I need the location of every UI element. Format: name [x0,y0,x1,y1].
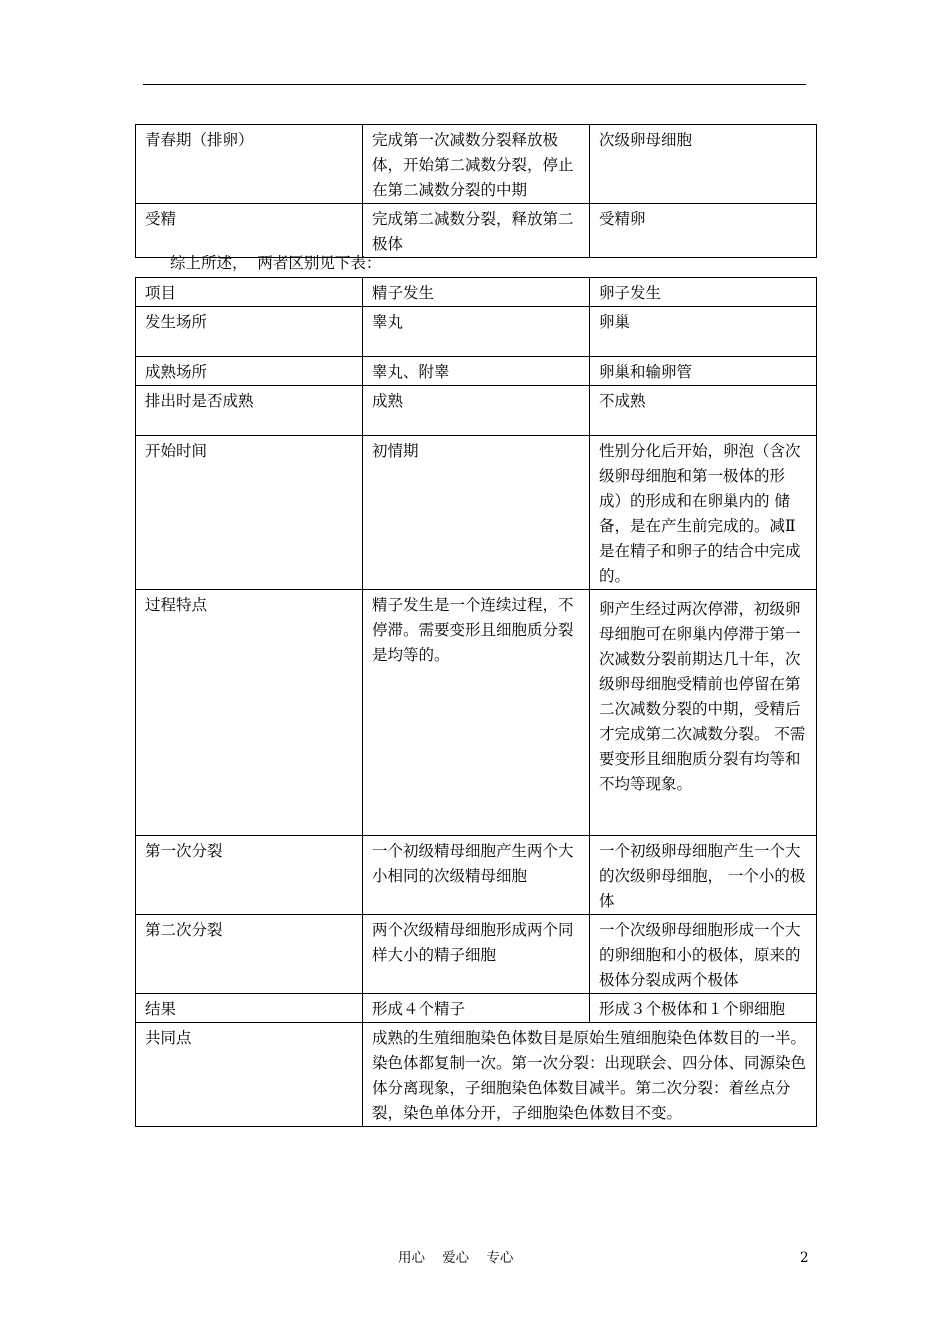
sperm-cell: 精子发生是一个连续过程，不停滞。需要变形且细胞质分裂是均等的。 [363,590,590,836]
table-row [136,836,817,915]
sperm-cell: 形成４个精子 [363,994,590,1023]
header-item: 项目 [136,278,363,307]
common-cell: 成熟的生殖细胞染色体数目是原始生殖细胞染色体数目的一半。染色体都复制一次。第一次分裂：出现联会、四分体、同源染色体分离现象，子细胞染色体数目减半。第二次分裂：着丝点分裂，染色单体分开，子细胞染色体数目不变。 [363,1023,817,1127]
table-row [136,386,817,436]
table-row [136,994,817,1023]
header-rule [143,84,806,85]
stage-cell: 青春期（排卵） [136,125,363,204]
sperm-cell: 睾丸 [363,307,590,357]
item-cell: 结果 [136,994,363,1023]
egg-cell: 一个次级卵母细胞形成一个大的卵细胞和小的极体，原来的极体分裂成两个极体 [590,915,817,994]
summary-text: 综上所述， 两者区别见下表： [170,254,382,272]
sperm-cell: 初情期 [363,436,590,590]
sperm-cell: 睾丸、附睾 [363,357,590,386]
table-row [136,307,817,357]
item-cell: 第一次分裂 [136,836,363,915]
table-row [136,436,817,590]
egg-cell: 性别分化后开始，卵泡（含次级卵母细胞和第一极体的形成）的形成和在卵巢内的 储备，是在产生前完成的。减Ⅱ是在精子和卵子的结合中完成的。 [590,436,817,590]
table-row [136,204,817,258]
comparison-table [135,277,817,1127]
oogenesis-stage-table [135,124,817,258]
table-row [136,125,817,204]
table-row [136,590,817,836]
item-cell: 共同点 [136,1023,363,1127]
header-egg: 卵子发生 [590,278,817,307]
table-header-row [136,278,817,307]
sperm-cell: 一个初级精母细胞产生两个大小相同的次级精母细胞 [363,836,590,915]
result-cell: 受精卵 [590,204,817,258]
sperm-cell: 两个次级精母细胞形成两个同样大小的精子细胞 [363,915,590,994]
item-cell: 第二次分裂 [136,915,363,994]
egg-cell: 不成熟 [590,386,817,436]
egg-cell: 卵巢和输卵管 [590,357,817,386]
item-cell: 过程特点 [136,590,363,836]
egg-text: 卵产生经过两次停滞，初级卵母细胞可在卵巢内停滞于第一次减数分裂前期达几十年，次级卵母细胞受精前也停留在第二次减数分裂的中期，受精后才完成第二次减数分裂。 不需要变形且细胞质分裂有均等和不均等现象。 [599,600,806,793]
result-cell: 次级卵母细胞 [590,125,817,204]
process-cell: 完成第二减数分裂，释放第二极体 [363,204,590,258]
table-row [136,915,817,994]
item-cell: 成熟场所 [136,357,363,386]
process-cell: 完成第一次减数分裂释放极体，开始第二减数分裂，停止在第二减数分裂的中期 [363,125,590,204]
header-sperm: 精子发生 [363,278,590,307]
item-cell: 排出时是否成熟 [136,386,363,436]
item-cell: 开始时间 [136,436,363,590]
spacer [599,593,808,597]
sperm-cell: 成熟 [363,386,590,436]
table-row [136,357,817,386]
egg-cell: 卵巢 [590,307,817,357]
egg-cell: 形成３个极体和１个卵细胞 [590,994,817,1023]
table-row [136,1023,817,1127]
footer-slogan: 用心 爱心 专心 [398,1250,514,1266]
item-cell: 发生场所 [136,307,363,357]
stage-cell: 受精 [136,204,363,258]
page-number: 2 [800,1250,809,1266]
egg-cell [590,590,817,836]
egg-cell: 一个初级卵母细胞产生一个大的次级卵母细胞， 一个小的极体 [590,836,817,915]
